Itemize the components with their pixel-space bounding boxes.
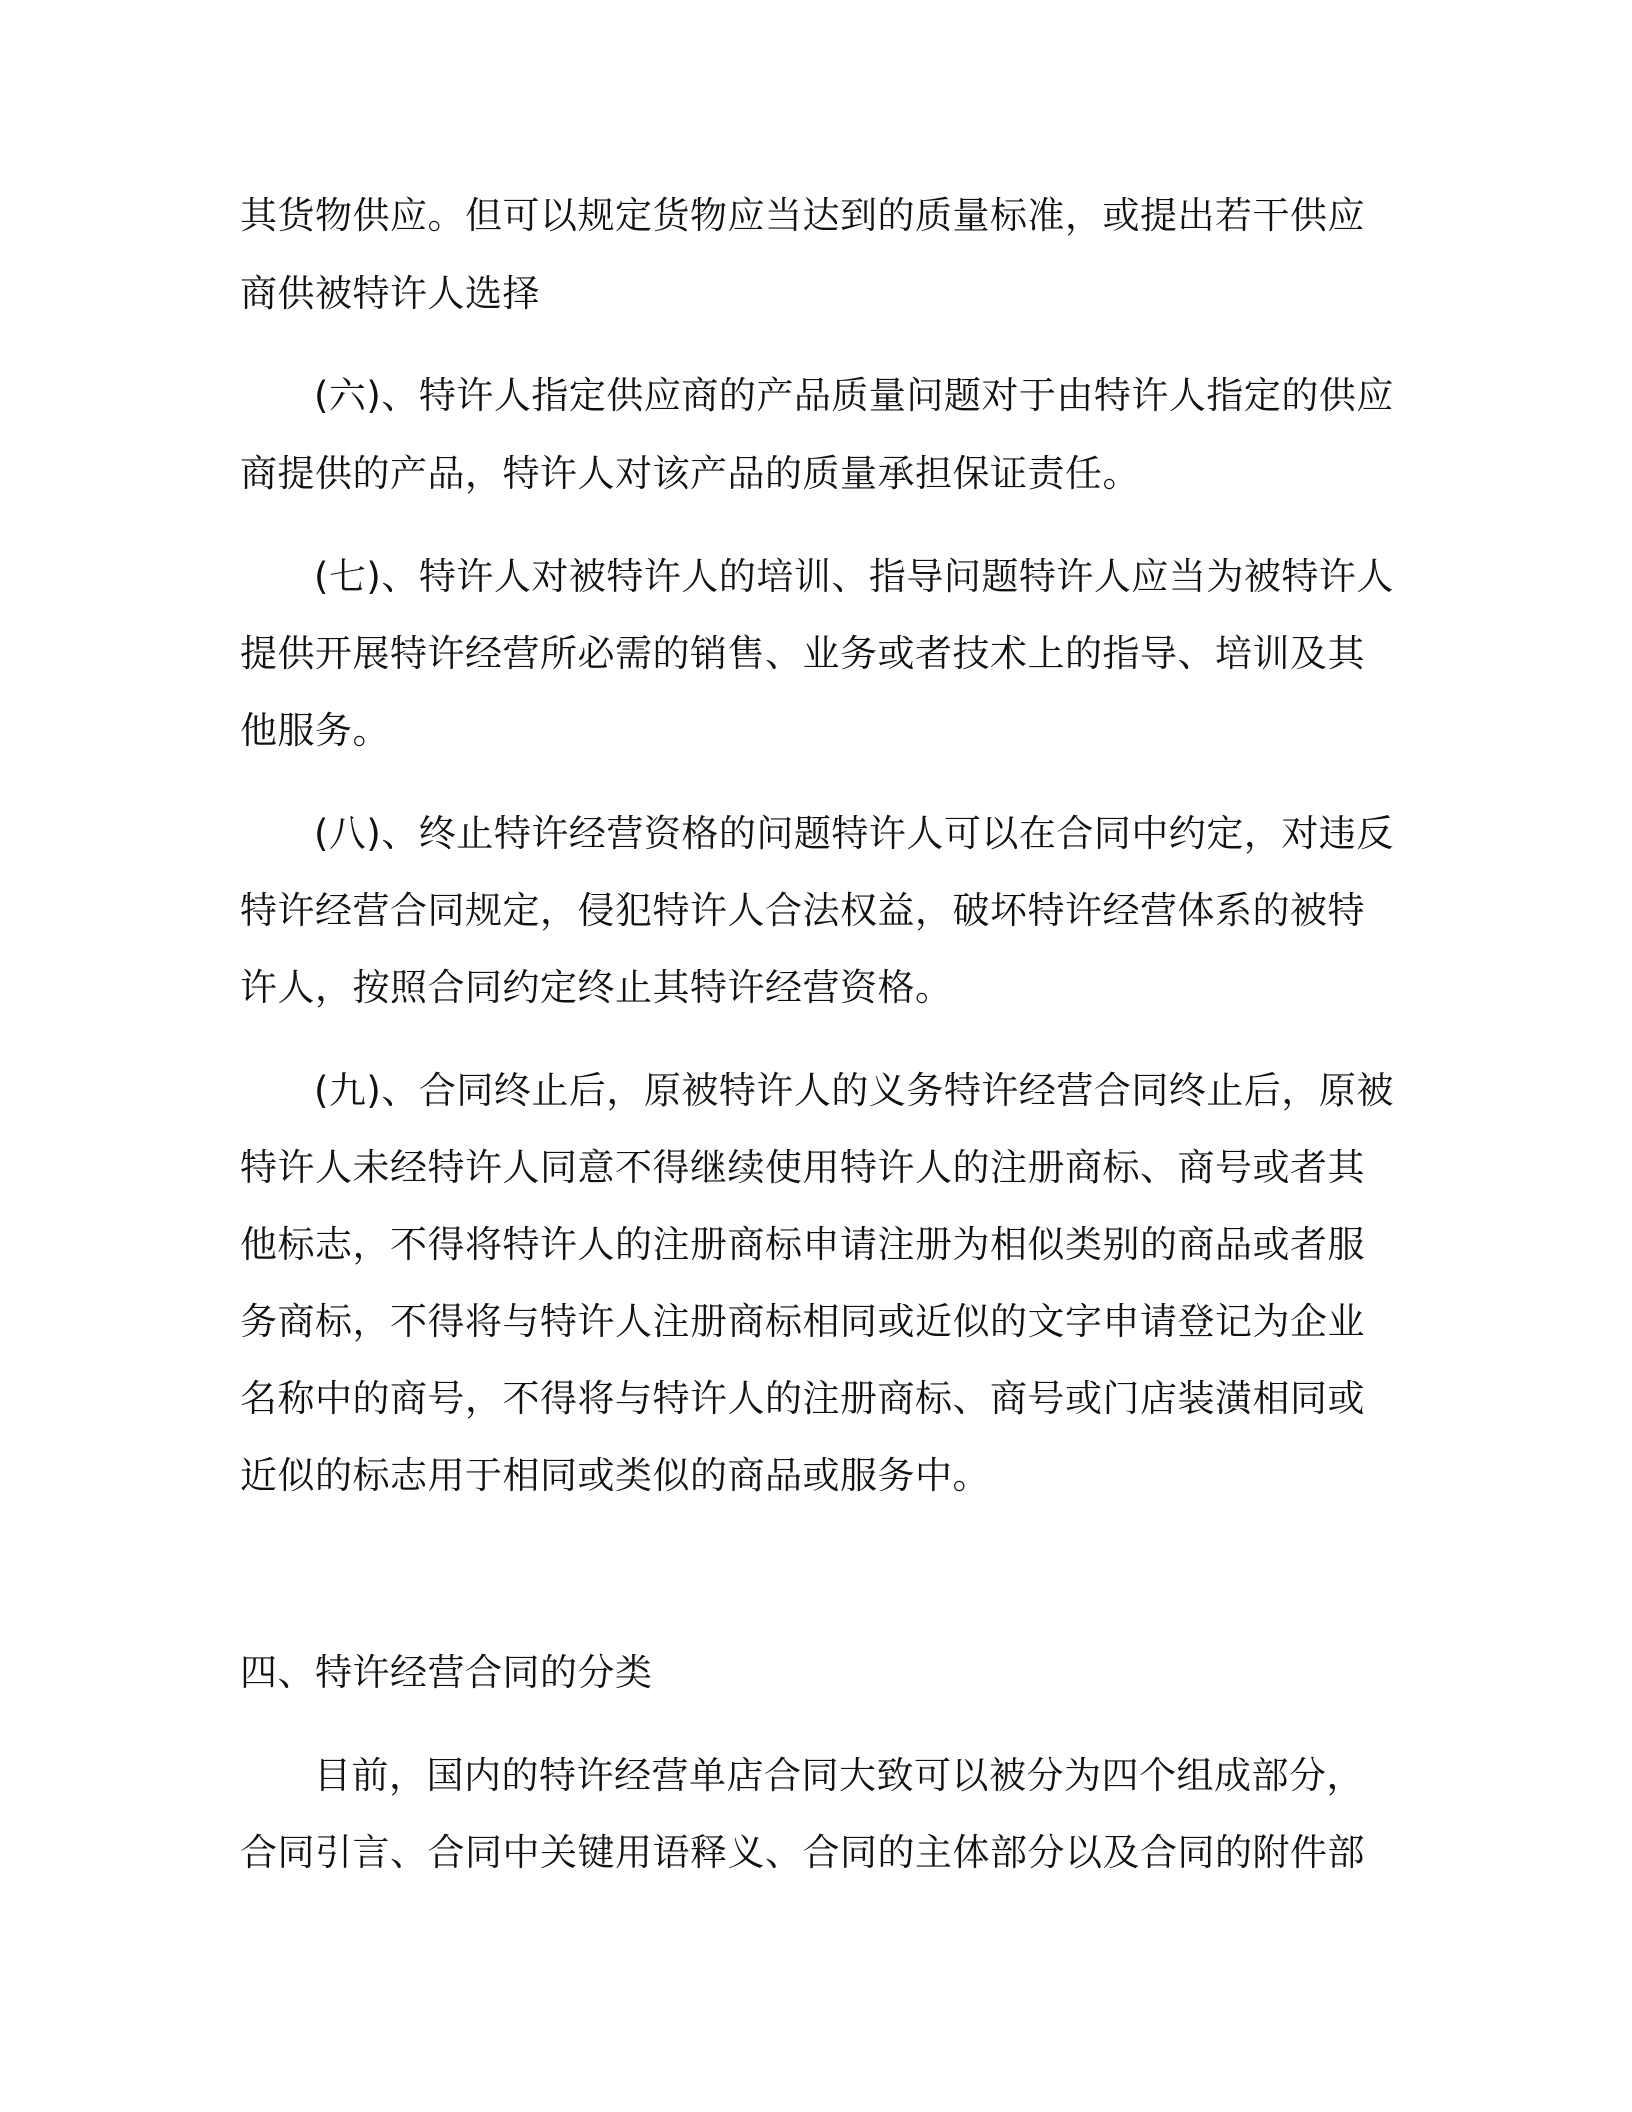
text-line: 近似的标志用于相同或类似的商品或服务中。 [240, 1454, 990, 1497]
text-line: (九)、合同终止后，原被特许人的义务特许经营合同终止后，原被 [314, 1069, 1394, 1112]
text-line: 商供被特许人选择 [240, 272, 540, 315]
text-line: 商提供的产品，特许人对该产品的质量承担保证责任。 [240, 452, 1140, 495]
text-line: 他服务。 [240, 709, 390, 752]
text-line: 他标志，不得将特许人的注册商标申请注册为相似类别的商品或者服 [240, 1223, 1365, 1266]
text-line: (七)、特许人对被特许人的培训、指导问题特许人应当为被特许人 [314, 555, 1394, 598]
text-line: 目前，国内的特许经营单店合同大致可以被分为四个组成部分， [314, 1754, 1364, 1797]
text-line: 合同引言、合同中关键用语释义、合同的主体部分以及合同的附件部 [240, 1831, 1365, 1874]
text-line: (六)、特许人指定供应商的产品质量问题对于由特许人指定的供应 [314, 374, 1394, 417]
text-line: 务商标，不得将与特许人注册商标相同或近似的文字申请登记为企业 [240, 1300, 1365, 1343]
text-line: 名称中的商号，不得将与特许人的注册商标、商号或门店装潢相同或 [240, 1377, 1365, 1420]
text-line: 特许经营合同规定，侵犯特许人合法权益，破坏特许经营体系的被特 [240, 889, 1365, 932]
section-heading: 四、特许经营合同的分类 [240, 1651, 653, 1694]
text-line: 提供开展特许经营所必需的销售、业务或者技术上的指导、培训及其 [240, 632, 1365, 675]
text-line: (八)、终止特许经营资格的问题特许人可以在合同中约定，对违反 [314, 812, 1394, 855]
text-line: 许人，按照合同约定终止其特许经营资格。 [240, 966, 953, 1009]
text-line: 特许人未经特许人同意不得继续使用特许人的注册商标、商号或者其 [240, 1146, 1365, 1189]
text-line: 其货物供应。但可以规定货物应当达到的质量标准，或提出若干供应 [240, 194, 1365, 237]
